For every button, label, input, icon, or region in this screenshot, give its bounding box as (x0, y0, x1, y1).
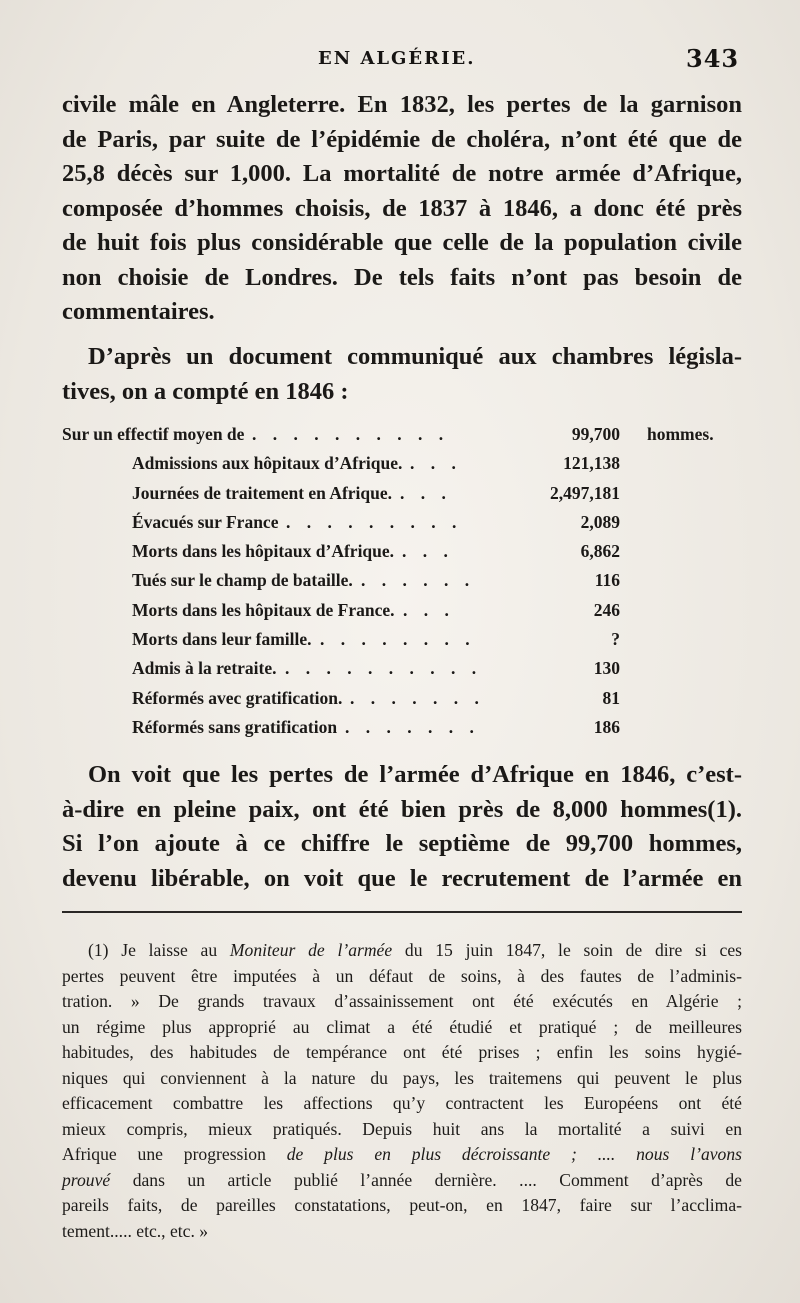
table-row (62, 508, 742, 537)
text-line: composée d’hommes choisis, de 1837 à 1846, a donc été près (62, 194, 742, 222)
text-line: civile mâle en Angleterre. En 1832, les pertes de la garnison (62, 91, 742, 118)
row-unit: hommes. (647, 424, 714, 444)
running-head (0, 44, 800, 78)
table-row (62, 449, 742, 478)
text-line: D’après un document communiqué aux chambres législa- (88, 343, 742, 370)
text-line: 25,8 décès sur 1,000. La mortalité de notre armée d’Afrique, (62, 160, 742, 187)
table-row (62, 479, 742, 508)
table-row (62, 420, 742, 449)
row-value: 246 (593, 599, 620, 620)
row-leader-dots: . . . (410, 453, 462, 474)
statistics-table (62, 420, 742, 742)
footnote-text: (1) Je laisse au (88, 940, 230, 960)
paragraph-losses-conclusion (62, 758, 742, 896)
row-label: Morts dans leur famille. (132, 629, 312, 650)
row-label: Tués sur le champ de bataille. (132, 570, 353, 591)
page-number: 343 (686, 44, 740, 73)
text-line: devenu libérable, on voit que le recrutement de l’armée en (62, 864, 742, 892)
footnote-italic-title: Moniteur de l’armée (229, 940, 393, 960)
footnote-line: pareils faits, de pareilles constatations, peut-on, en 1847, faire sur l’acclima- (62, 1195, 742, 1215)
row-value: 121,138 (563, 453, 620, 474)
footnote-text: Afrique une progression (62, 1144, 287, 1164)
footnote-italic-text: prouvé (62, 1169, 111, 1190)
text-line: tives, on a compté en 1846 : (62, 377, 349, 405)
footnote-line (62, 938, 742, 964)
text-line: On voit que les pertes de l’armée d’Afrique en 1846, c’est- (88, 761, 742, 788)
row-value: 99,700 (571, 424, 620, 444)
row-leader-dots: . . . . . . . . . . (252, 424, 450, 444)
row-value: 130 (593, 658, 620, 679)
row-label: Réformés sans gratification (132, 716, 338, 737)
row-value: 116 (594, 570, 620, 591)
running-title: EN ALGÉRIE. (318, 48, 476, 69)
footnote-line: tement..... etc., etc. » (62, 1220, 209, 1241)
row-leader-dots: . . . . . . . (350, 687, 485, 708)
text-line: de huit fois plus considérable que celle de la population civile (62, 229, 742, 256)
row-leader-dots: . . . (402, 541, 454, 562)
row-label: Admis à la retraite. (132, 658, 277, 679)
row-label: Morts dans les hôpitaux d’Afrique. (132, 541, 395, 562)
row-leader-dots: . . . . . . (361, 570, 476, 591)
row-leader-dots: . . . . . . . . (320, 629, 476, 650)
row-label: Réformés avec gratification. (132, 687, 343, 708)
row-value: 186 (593, 716, 620, 737)
footnote-text: dans un article publié l’année dernière. .... Comment d’après de (110, 1169, 742, 1190)
footnote-line: tration. » De grands travaux d’assainissement ont été exécutés en Algérie ; (62, 991, 742, 1011)
footnote (62, 938, 742, 1244)
row-value: 81 (602, 687, 620, 708)
footnote-text: du 15 juin 1847, le soin de dire si ces (392, 940, 742, 960)
table-row (62, 625, 742, 654)
row-leader-dots: . . . . . . . . . . (285, 658, 483, 679)
row-leader-dots: . . . (403, 599, 455, 620)
row-label: Évacués sur France (132, 511, 279, 532)
row-value: 2,089 (580, 511, 620, 532)
table-row (62, 596, 742, 625)
table-row (62, 566, 742, 595)
paragraph-document-intro (62, 340, 742, 409)
row-leader-dots: . . . (400, 482, 452, 503)
row-value: 6,862 (580, 541, 620, 562)
table-row (62, 654, 742, 683)
row-label: Morts dans les hôpitaux de France. (132, 599, 395, 620)
footnote-line: pertes peuvent être imputées à un défaut de soins, à des fautes de l’adminis- (62, 965, 742, 986)
text-line: de Paris, par suite de l’épidémie de choléra, n’ont été que de (62, 125, 742, 153)
table-row (62, 713, 742, 742)
row-value: 2,497,181 (550, 482, 620, 503)
text-line: non choisie de Londres. De tels faits n’ont pas besoin de (62, 263, 742, 291)
text-line: commentaires. (62, 298, 215, 325)
table-row (62, 684, 742, 713)
row-leader-dots: . . . . . . . (345, 716, 480, 737)
footnote-line (62, 1142, 742, 1168)
row-leader-dots: . . . . . . . . . (286, 511, 463, 532)
row-label: Journées de traitement en Afrique. (132, 482, 393, 503)
footnote-line: efficacement combattre les affections qu’y contractent les Européens ont été (62, 1093, 742, 1113)
footnote-line: mieux compris, mieux pratiqués. Depuis huit ans la mortalité a suivi en (62, 1118, 742, 1139)
row-label: Admissions aux hôpitaux d’Afrique. (132, 453, 403, 474)
row-label: Sur un effectif moyen de (62, 424, 245, 444)
text-line: Si l’on ajoute à ce chiffre le septième de 99,700 hommes, (62, 830, 742, 857)
footnote-line: habitudes, des habitudes de tempérance ont été prises ; enfin les soins hygié- (62, 1042, 742, 1062)
row-value: ? (611, 629, 620, 650)
footnote-divider (62, 911, 742, 913)
footnote-line: niques qui conviennent à la nature du pays, les traitemens qui peuvent le plus (62, 1067, 742, 1088)
footnote-italic-text: de plus en plus décroissante ; .... nous l’avons (286, 1144, 743, 1164)
text-line: à-dire en pleine paix, ont été bien près de 8,000 hommes(1). (62, 795, 742, 823)
table-row (62, 537, 742, 566)
footnote-line: un régime plus approprié au climat a été étudié et pratiqué ; de meilleures (62, 1016, 742, 1037)
footnote-line (62, 1168, 742, 1194)
paragraph-mortality-comparison (62, 88, 742, 330)
